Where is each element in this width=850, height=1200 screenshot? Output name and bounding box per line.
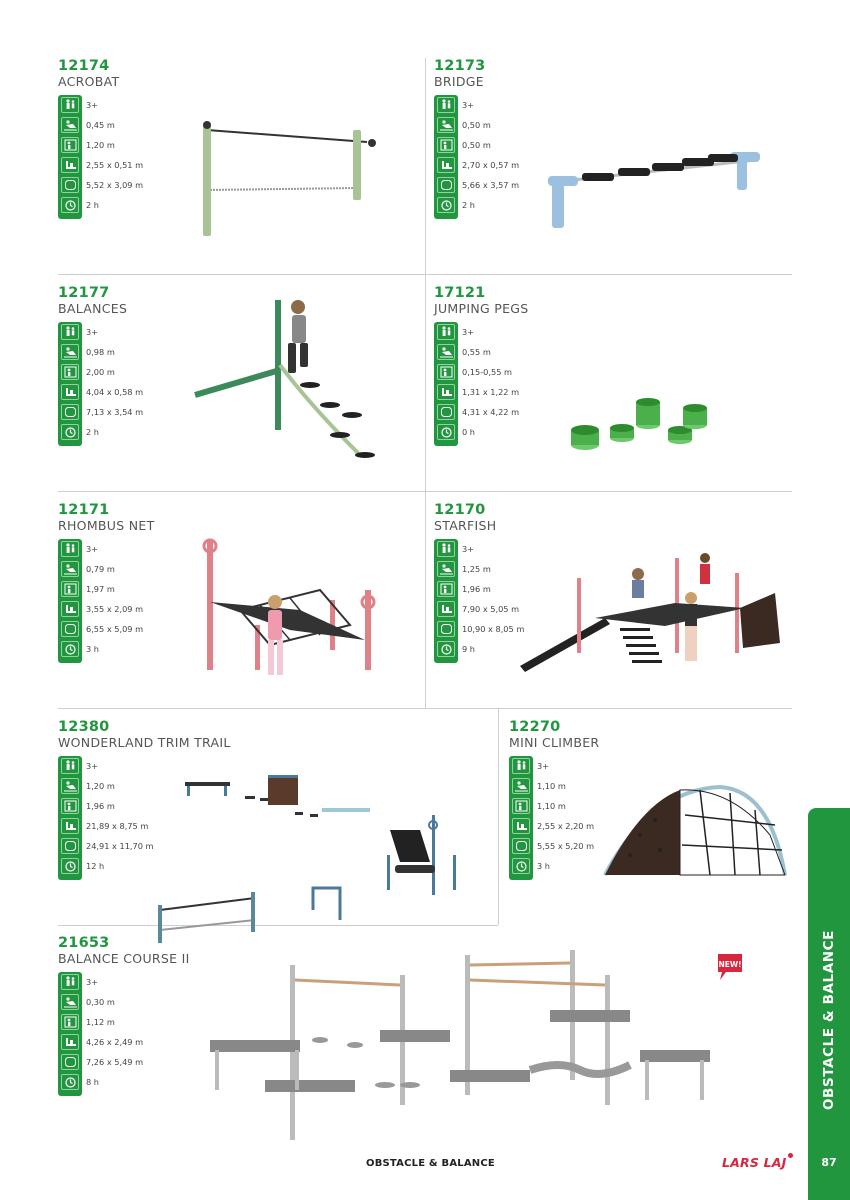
spec-value: 2,70 x 0,57 m: [462, 160, 520, 170]
equipment-size-icon: [61, 601, 79, 617]
equipment-size-icon: [512, 818, 530, 834]
installation-time-icon: [61, 1074, 79, 1090]
spec-value: 7,90 x 5,05 m: [462, 604, 520, 614]
age-icon: [437, 324, 455, 340]
product-code: 12171: [58, 502, 110, 518]
free-height-icon: [61, 364, 79, 380]
fall-height-icon: [61, 344, 79, 360]
balance-course-ii-illustration: [200, 945, 720, 1140]
spec-value: 1,31 x 1,22 m: [462, 387, 520, 397]
free-height-icon: [61, 137, 79, 153]
spec-value: 1,20 m: [86, 140, 115, 150]
spec-value: 21,89 x 8,75 m: [86, 821, 149, 831]
age-icon: [437, 97, 455, 113]
fall-height-icon: [437, 117, 455, 133]
product-code: 12174: [58, 58, 110, 74]
divider: [58, 708, 792, 709]
spec-value: 1,10 m: [537, 801, 566, 811]
free-height-icon: [437, 581, 455, 597]
installation-time-icon: [437, 197, 455, 213]
free-height-icon: [61, 1014, 79, 1030]
installation-time-icon: [437, 424, 455, 440]
spec-value: 2 h: [86, 427, 100, 437]
spec-value: 3+: [537, 761, 550, 771]
spec-value: 9 h: [462, 644, 476, 654]
divider: [498, 708, 499, 925]
spec-value: 3 h: [537, 861, 551, 871]
spec-value: 1,25 m: [462, 564, 491, 574]
spec-value: 1,96 m: [462, 584, 491, 594]
product-code: 12380: [58, 719, 110, 735]
fall-height-icon: [61, 778, 79, 794]
equipment-size-icon: [437, 157, 455, 173]
spec-value: 3 h: [86, 644, 100, 654]
safety-area-icon: [61, 404, 79, 420]
spec-icon-column: [58, 756, 82, 880]
safety-area-icon: [61, 838, 79, 854]
spec-value: 3+: [462, 327, 475, 337]
spec-value: 3+: [462, 100, 475, 110]
spec-value: 3+: [86, 761, 99, 771]
spec-value: 5,66 x 3,57 m: [462, 180, 520, 190]
spec-value: 0,30 m: [86, 997, 115, 1007]
spec-value: 5,52 x 3,09 m: [86, 180, 144, 190]
spec-value: 0,79 m: [86, 564, 115, 574]
spec-value: 3,55 x 2,09 m: [86, 604, 144, 614]
age-icon: [437, 541, 455, 557]
free-height-icon: [437, 137, 455, 153]
product-name: JUMPING PEGS: [434, 301, 529, 316]
free-height-icon: [61, 798, 79, 814]
spec-value: 3+: [86, 327, 99, 337]
safety-area-icon: [61, 177, 79, 193]
wonderland-trim-trail-illustration: [150, 770, 470, 945]
new-badge-label: NEW!: [718, 960, 742, 969]
product-code: 17121: [434, 285, 486, 301]
spec-icon-column: [509, 756, 533, 880]
spec-value: 4,26 x 2,49 m: [86, 1037, 144, 1047]
spec-icon-column: [434, 322, 458, 446]
fall-height-icon: [437, 561, 455, 577]
spec-value: 1,96 m: [86, 801, 115, 811]
brand-logo: LARS LAJ: [722, 1155, 787, 1170]
page-number: 87: [821, 1156, 837, 1169]
spec-value: 7,13 x 3,54 m: [86, 407, 144, 417]
spec-value: 12 h: [86, 861, 105, 871]
safety-area-icon: [61, 621, 79, 637]
spec-value: 0,50 m: [462, 140, 491, 150]
spec-value: 7,26 x 5,49 m: [86, 1057, 144, 1067]
age-icon: [61, 97, 79, 113]
fall-height-icon: [61, 561, 79, 577]
spec-value: 4,04 x 0,58 m: [86, 387, 144, 397]
spec-value: 5,55 x 5,20 m: [537, 841, 595, 851]
spec-icon-column: [58, 539, 82, 663]
spec-value: 0,15-0,55 m: [462, 367, 512, 377]
spec-value: 8 h: [86, 1077, 100, 1087]
safety-area-icon: [437, 404, 455, 420]
product-name: RHOMBUS NET: [58, 518, 155, 533]
product-name: MINI CLIMBER: [509, 735, 600, 750]
fall-height-icon: [61, 994, 79, 1010]
age-icon: [61, 758, 79, 774]
acrobat-illustration: [185, 112, 385, 242]
product-name: BALANCES: [58, 301, 128, 316]
age-icon: [512, 758, 530, 774]
spec-value: 0,55 m: [462, 347, 491, 357]
jumping-pegs-illustration: [560, 390, 720, 465]
spec-value: 6,55 x 5,09 m: [86, 624, 144, 634]
safety-area-icon: [61, 1054, 79, 1070]
safety-area-icon: [437, 621, 455, 637]
spec-value: 1,12 m: [86, 1017, 115, 1027]
product-name: BALANCE COURSE II: [58, 951, 190, 966]
equipment-size-icon: [61, 818, 79, 834]
spec-value: 3+: [86, 100, 99, 110]
product-name: ACROBAT: [58, 74, 120, 89]
spec-value: 0,98 m: [86, 347, 115, 357]
installation-time-icon: [61, 424, 79, 440]
spec-value: 2,00 m: [86, 367, 115, 377]
spec-value: 3+: [86, 544, 99, 554]
spec-icon-column: [58, 95, 82, 219]
rhombus-net-illustration: [200, 530, 390, 690]
fall-height-icon: [512, 778, 530, 794]
safety-area-icon: [512, 838, 530, 854]
equipment-size-icon: [61, 1034, 79, 1050]
spec-icon-column: [434, 95, 458, 219]
spec-icon-column: [58, 972, 82, 1096]
section-tab-label: OBSTACLE & BALANCE: [821, 929, 837, 1111]
spec-value: 1,10 m: [537, 781, 566, 791]
safety-area-icon: [437, 177, 455, 193]
equipment-size-icon: [437, 601, 455, 617]
installation-time-icon: [512, 858, 530, 874]
free-height-icon: [437, 364, 455, 380]
footer-title: OBSTACLE & BALANCE: [366, 1158, 495, 1169]
brand-dot-icon: [788, 1153, 793, 1158]
equipment-size-icon: [61, 384, 79, 400]
product-code: 12177: [58, 285, 110, 301]
spec-value: 0,45 m: [86, 120, 115, 130]
equipment-size-icon: [437, 384, 455, 400]
free-height-icon: [61, 581, 79, 597]
fall-height-icon: [61, 117, 79, 133]
equipment-size-icon: [61, 157, 79, 173]
spec-value: 0 h: [462, 427, 476, 437]
product-code: 12170: [434, 502, 486, 518]
starfish-illustration: [515, 548, 790, 678]
age-icon: [61, 541, 79, 557]
spec-value: 2 h: [462, 200, 476, 210]
free-height-icon: [512, 798, 530, 814]
product-code: 12270: [509, 719, 561, 735]
spec-value: 2,55 x 2,20 m: [537, 821, 595, 831]
installation-time-icon: [61, 641, 79, 657]
spec-value: 10,90 x 8,05 m: [462, 624, 525, 634]
fall-height-icon: [437, 344, 455, 360]
balances-illustration: [170, 295, 400, 465]
product-name: WONDERLAND TRIM TRAIL: [58, 735, 231, 750]
divider: [425, 58, 426, 708]
spec-value: 2,55 x 0,51 m: [86, 160, 144, 170]
spec-value: 0,50 m: [462, 120, 491, 130]
age-icon: [61, 324, 79, 340]
mini-climber-illustration: [600, 775, 790, 885]
spec-value: 3+: [86, 977, 99, 987]
installation-time-icon: [61, 858, 79, 874]
product-name: STARFISH: [434, 518, 497, 533]
product-code: 21653: [58, 935, 110, 951]
bridge-illustration: [540, 140, 780, 235]
installation-time-icon: [61, 197, 79, 213]
spec-icon-column: [58, 322, 82, 446]
spec-value: 2 h: [86, 200, 100, 210]
spec-value: 3+: [462, 544, 475, 554]
spec-value: 24,91 x 11,70 m: [86, 841, 154, 851]
spec-icon-column: [434, 539, 458, 663]
installation-time-icon: [437, 641, 455, 657]
spec-value: 1,97 m: [86, 584, 115, 594]
spec-value: 1,20 m: [86, 781, 115, 791]
age-icon: [61, 974, 79, 990]
product-code: 12173: [434, 58, 486, 74]
product-name: BRIDGE: [434, 74, 484, 89]
spec-value: 4,31 x 4,22 m: [462, 407, 520, 417]
